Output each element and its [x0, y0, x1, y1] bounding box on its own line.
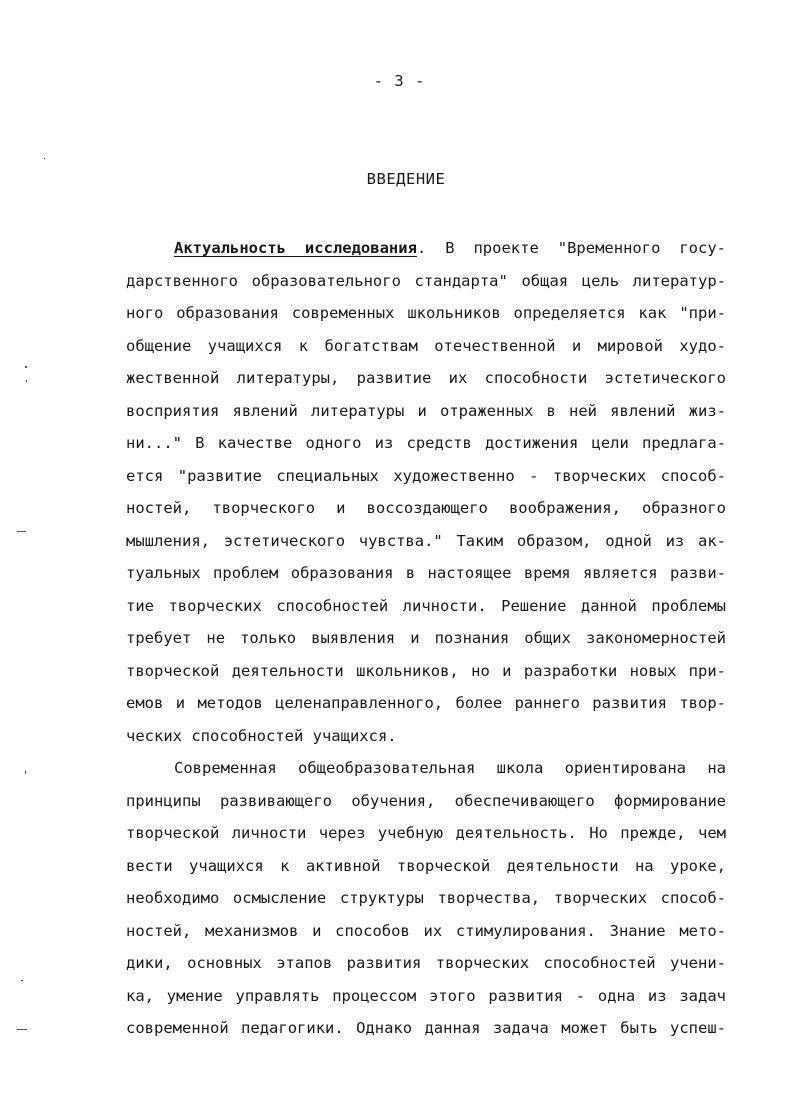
text-line: восприятия явлений литературы и отраженных в ней явлений жиз- — [126, 401, 726, 420]
text-line: дарственного образовательного стандарта" общая цель литератур- — [126, 271, 726, 290]
text-line: ется "развитие специальных художественно - творческих способ- — [126, 466, 726, 485]
text-line: ческих способностей учащихся. — [126, 726, 397, 745]
lead-in-title: Актуальность исследования — [174, 239, 417, 257]
text-line: требует не только выявления и познания общих закономерностей — [126, 629, 726, 647]
text-line: необходимо осмысление структуры творчества, творческих способ- — [126, 889, 726, 907]
text-line: Современная общеобразовательная школа ориентирована на — [174, 759, 726, 777]
page-number: - 3 - — [373, 72, 426, 90]
scan-mark — [17, 1029, 27, 1030]
section-heading: ВВЕДЕНИЕ — [366, 170, 446, 188]
text-line: общение учащихся к богатствам отечественной и мировой худо- — [126, 336, 726, 355]
text-line: туальных проблем образования в настоящее время является разви- — [126, 564, 726, 582]
text-line: жественной литературы, развитие их способности эстетического — [126, 369, 726, 387]
text-line: ностей, творческого и воссоздающего воображения, образного — [126, 499, 726, 517]
scan-mark — [44, 158, 45, 159]
text-line: тие творческих способностей личности. Решение данной проблемы — [126, 596, 726, 615]
text-line: ни..." В качестве одного из средств достижения цели предлага- — [126, 434, 726, 452]
scan-mark — [21, 980, 23, 981]
scan-mark — [25, 366, 27, 368]
text-line: современной педагогики. Однако данная задача может быть успеш- — [126, 1019, 726, 1037]
text-line: творческой личности через учебную деятельность. Но прежде, чем — [126, 824, 726, 842]
text-line: принципы развивающего обучения, обеспечивающего формирование — [126, 791, 726, 810]
text-line: вести учащихся к активной творческой деятельности на уроке, — [126, 856, 726, 875]
text-line: дики, основных этапов развития творческих способностей учени- — [126, 954, 726, 972]
text-line: мышления, эстетического чувства." Таким образом, одной из ак- — [126, 531, 726, 550]
scan-mark — [25, 771, 26, 774]
body-text — [126, 232, 726, 1045]
scan-mark — [26, 380, 27, 382]
text-line: ка, умение управлять процессом этого развития - одна из задач — [126, 986, 726, 1005]
text-line: творческой деятельности школьников, но и разработки новых при- — [126, 661, 726, 680]
text-line: ного образования современных школьников определяется как "при- — [126, 304, 726, 322]
scan-mark — [17, 531, 26, 532]
paragraph-1-first-line — [126, 232, 726, 265]
text-line: емов и методов целенаправленного, более раннего развития твор- — [126, 694, 726, 712]
first-line-text: . В проекте "Временного госу- — [416, 239, 727, 257]
text-line: ностей, механизмов и способов их стимулирования. Знание мето- — [126, 921, 726, 940]
